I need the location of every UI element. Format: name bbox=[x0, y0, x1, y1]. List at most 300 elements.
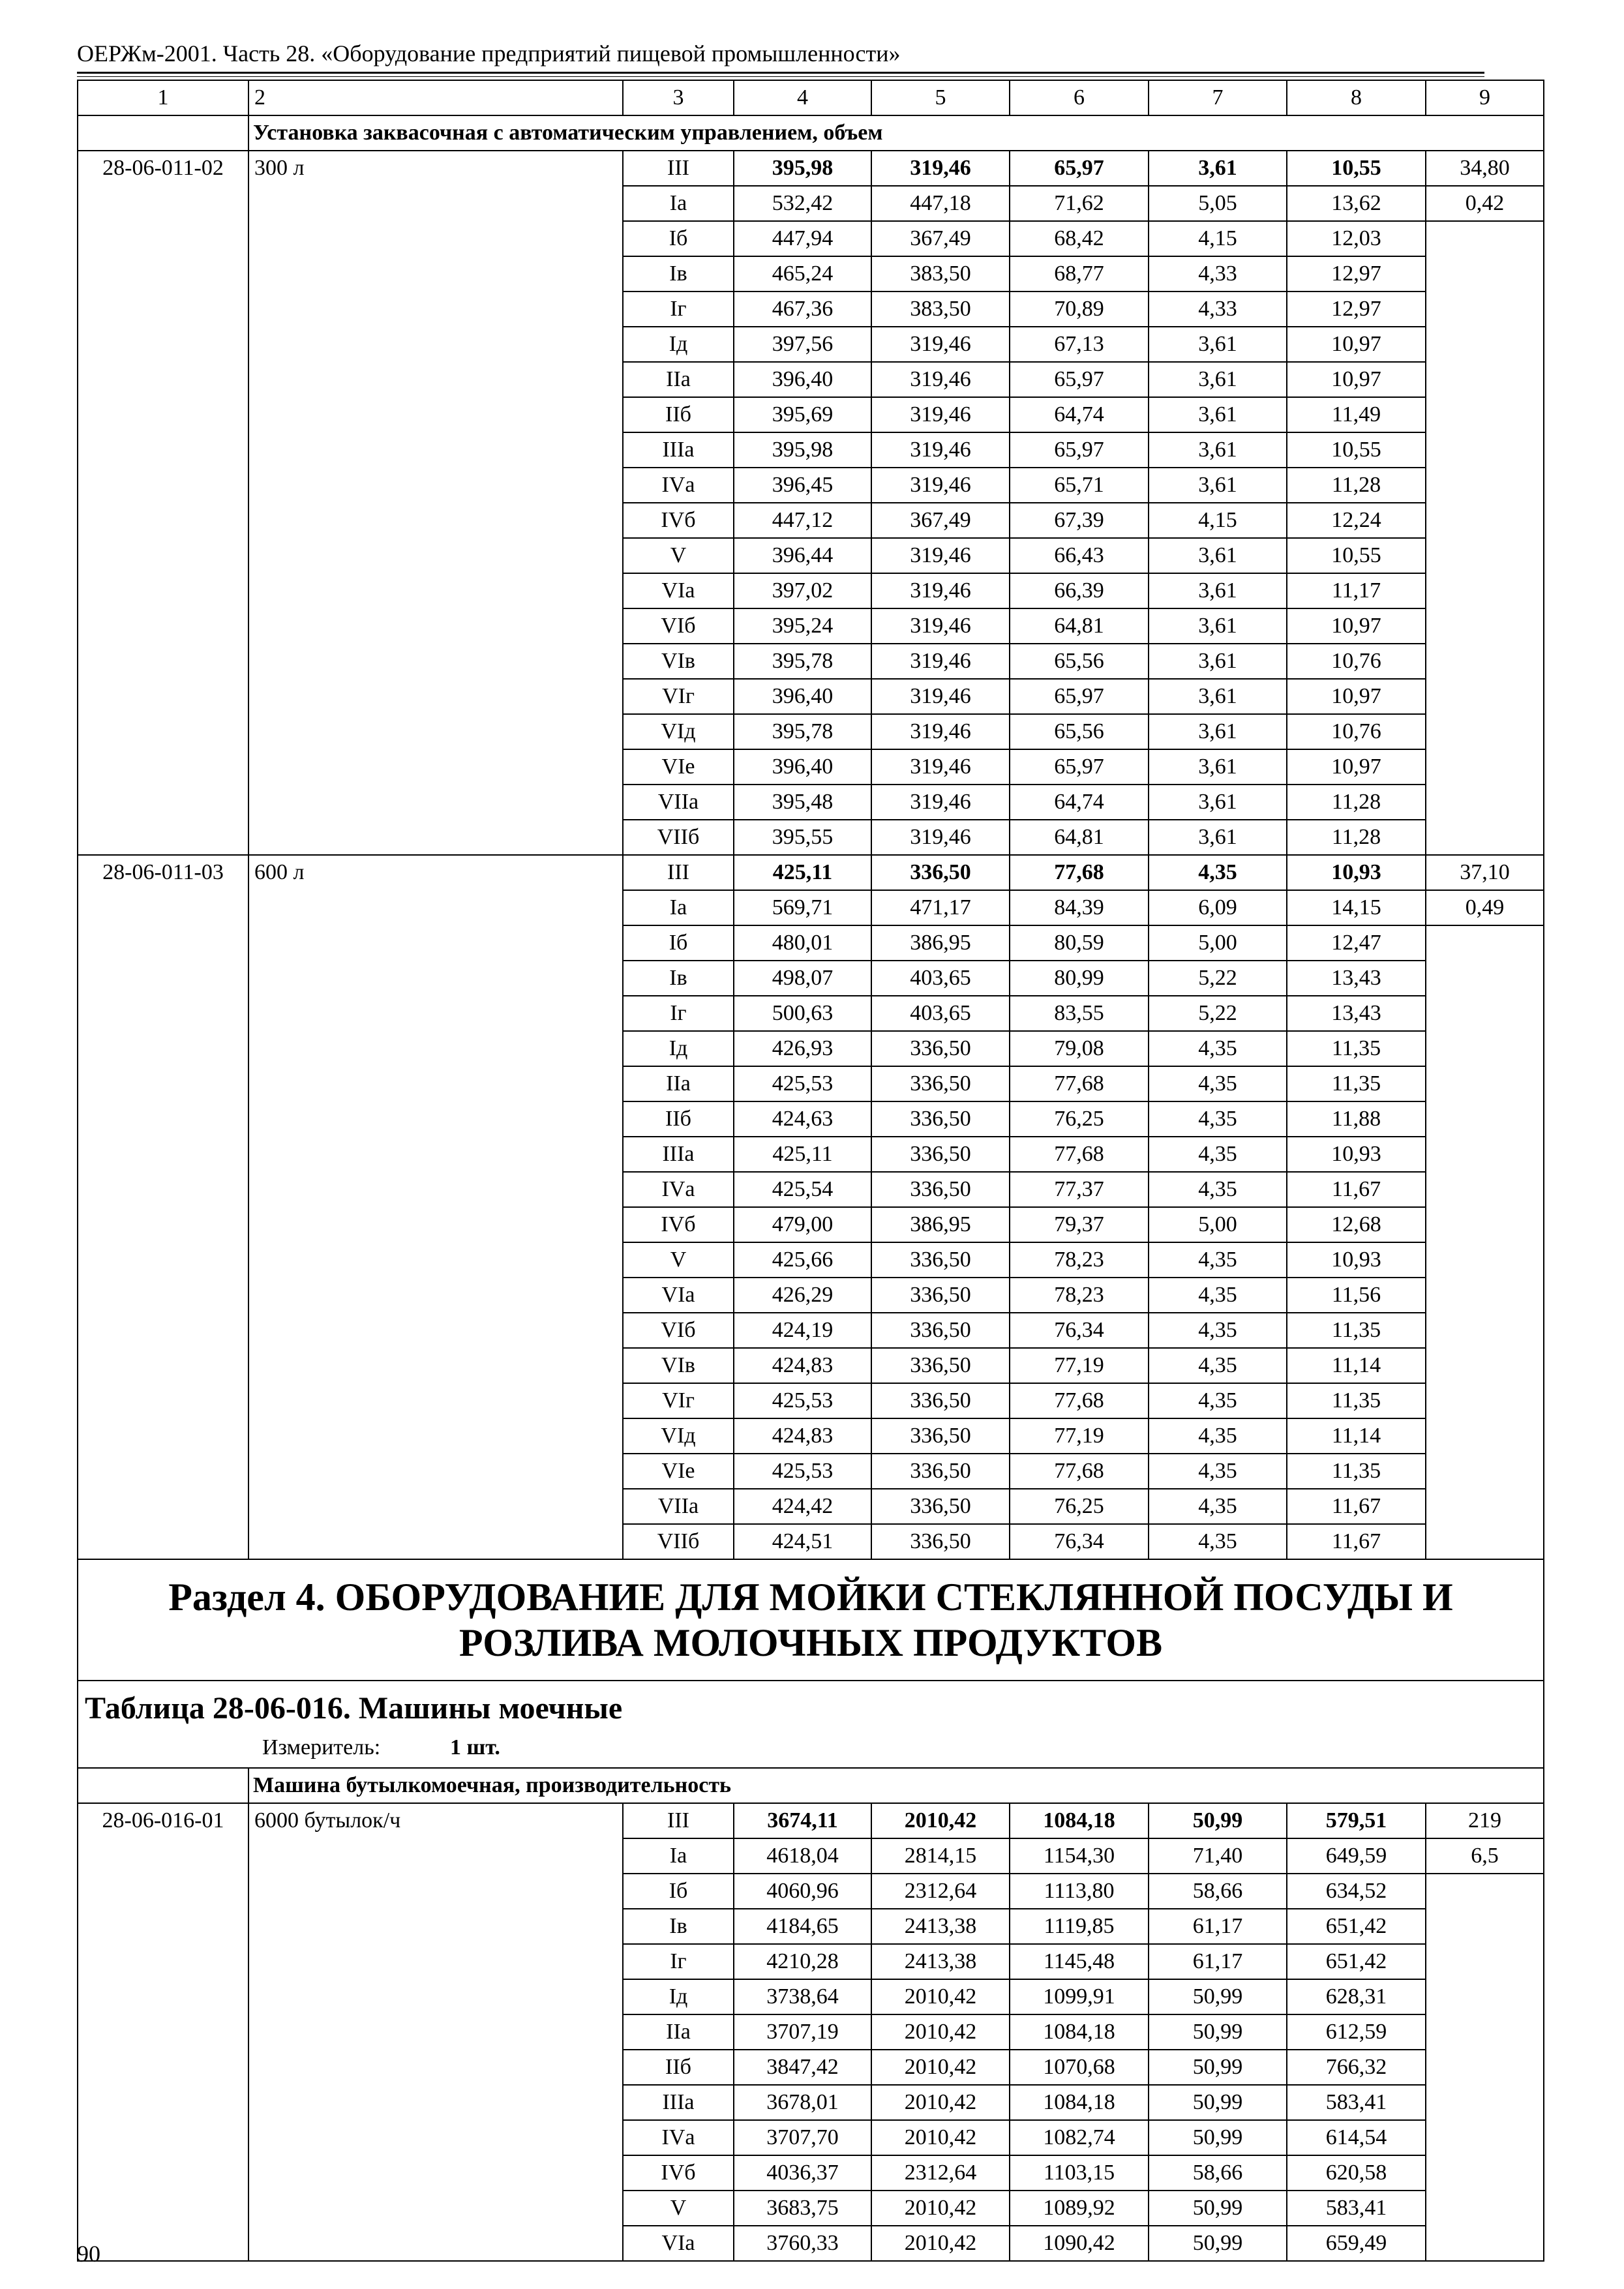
value-cell: 319,46 bbox=[871, 538, 1010, 573]
region-zone: Iв bbox=[623, 961, 734, 996]
value-cell: 425,66 bbox=[734, 1242, 871, 1278]
value-cell: 367,49 bbox=[871, 221, 1010, 256]
value-cell: 424,63 bbox=[734, 1101, 871, 1137]
value-cell: 12,97 bbox=[1287, 292, 1426, 327]
column-number: 1 bbox=[78, 80, 248, 115]
region-zone: IIIа bbox=[623, 2085, 734, 2120]
value-cell: 386,95 bbox=[871, 1207, 1010, 1242]
region-zone: III bbox=[623, 1803, 734, 1838]
value-cell: 11,56 bbox=[1287, 1278, 1426, 1313]
value-cell: 3678,01 bbox=[734, 2085, 871, 2120]
value-cell: 4,35 bbox=[1149, 1242, 1287, 1278]
value-cell: 10,55 bbox=[1287, 432, 1426, 468]
region-zone: Iа bbox=[623, 890, 734, 925]
value-cell: 2814,15 bbox=[871, 1838, 1010, 1874]
value-cell: 5,00 bbox=[1149, 925, 1287, 961]
value-cell: 336,50 bbox=[871, 1313, 1010, 1348]
value-cell: 64,74 bbox=[1010, 785, 1149, 820]
region-zone: Iг bbox=[623, 292, 734, 327]
value-cell: 4,33 bbox=[1149, 256, 1287, 292]
value-cell: 1145,48 bbox=[1010, 1944, 1149, 1979]
value-cell: 403,65 bbox=[871, 996, 1010, 1031]
value-cell: 319,46 bbox=[871, 468, 1010, 503]
value-cell: 66,43 bbox=[1010, 538, 1149, 573]
value-cell: 3,61 bbox=[1149, 608, 1287, 644]
value-cell: 395,69 bbox=[734, 397, 871, 432]
value-cell: 77,68 bbox=[1010, 1454, 1149, 1489]
region-zone: IVб bbox=[623, 503, 734, 538]
value-cell: 4,35 bbox=[1149, 1454, 1287, 1489]
value-cell: 628,31 bbox=[1287, 1979, 1426, 2014]
value-cell: 11,35 bbox=[1287, 1383, 1426, 1418]
value-cell: 50,99 bbox=[1149, 1979, 1287, 2014]
value-cell: 396,40 bbox=[734, 362, 871, 397]
value-cell: 4618,04 bbox=[734, 1838, 871, 1874]
column-number: 5 bbox=[871, 80, 1010, 115]
value-cell: 1119,85 bbox=[1010, 1909, 1149, 1944]
region-zone: VIе bbox=[623, 749, 734, 785]
value-cell: 12,47 bbox=[1287, 925, 1426, 961]
region-zone: Iа bbox=[623, 186, 734, 221]
value-cell: 532,42 bbox=[734, 186, 871, 221]
region-zone: Iв bbox=[623, 1909, 734, 1944]
region-zone: VIа bbox=[623, 2226, 734, 2261]
value-cell: 4,15 bbox=[1149, 221, 1287, 256]
value-cell: 65,71 bbox=[1010, 468, 1149, 503]
region-zone: VIIб bbox=[623, 1524, 734, 1559]
value-cell: 11,14 bbox=[1287, 1348, 1426, 1383]
region-zone: IIб bbox=[623, 397, 734, 432]
value-cell: 13,43 bbox=[1287, 961, 1426, 996]
value-cell: 1084,18 bbox=[1010, 1803, 1149, 1838]
value-cell: 10,93 bbox=[1287, 1242, 1426, 1278]
value-cell: 11,35 bbox=[1287, 1313, 1426, 1348]
region-zone: IIа bbox=[623, 362, 734, 397]
value-cell: 10,76 bbox=[1287, 644, 1426, 679]
value-cell: 583,41 bbox=[1287, 2191, 1426, 2226]
region-zone: VIIа bbox=[623, 785, 734, 820]
value-cell: 3,61 bbox=[1149, 362, 1287, 397]
value-cell: 465,24 bbox=[734, 256, 871, 292]
value-cell: 425,11 bbox=[734, 1137, 871, 1172]
value-cell: 336,50 bbox=[871, 1418, 1010, 1454]
value-cell: 4210,28 bbox=[734, 1944, 871, 1979]
value-cell: 12,68 bbox=[1287, 1207, 1426, 1242]
value-cell: 3,61 bbox=[1149, 151, 1287, 186]
value-cell: 2010,42 bbox=[871, 2226, 1010, 2261]
value-cell: 447,12 bbox=[734, 503, 871, 538]
value-cell: 10,55 bbox=[1287, 151, 1426, 186]
value-cell: 2010,42 bbox=[871, 2120, 1010, 2155]
value-cell: 480,01 bbox=[734, 925, 871, 961]
value-cell: 13,43 bbox=[1287, 996, 1426, 1031]
value-cell: 1084,18 bbox=[1010, 2014, 1149, 2050]
value-cell: 336,50 bbox=[871, 1454, 1010, 1489]
region-zone: V bbox=[623, 538, 734, 573]
value-cell: 336,50 bbox=[871, 1524, 1010, 1559]
region-zone: Iг bbox=[623, 996, 734, 1031]
value-cell: 319,46 bbox=[871, 749, 1010, 785]
value-cell: 4,35 bbox=[1149, 1137, 1287, 1172]
value-cell: 1090,42 bbox=[1010, 2226, 1149, 2261]
value-cell: 10,97 bbox=[1287, 327, 1426, 362]
value-cell: 77,68 bbox=[1010, 1137, 1149, 1172]
region-zone: VIд bbox=[623, 1418, 734, 1454]
value-cell: 4,35 bbox=[1149, 1172, 1287, 1207]
value-cell: 319,46 bbox=[871, 573, 1010, 608]
region-zone: Iд bbox=[623, 1979, 734, 2014]
value-cell: 3,61 bbox=[1149, 785, 1287, 820]
section-title: Раздел 4. ОБОРУДОВАНИЕ ДЛЯ МОЙКИ СТЕКЛЯННОЙ ПОСУДЫ И РОЗЛИВА МОЛОЧНЫХ ПРОДУКТОВ bbox=[78, 1559, 1544, 1681]
value-cell: 336,50 bbox=[871, 1242, 1010, 1278]
region-zone: V bbox=[623, 1242, 734, 1278]
value-cell: 10,93 bbox=[1287, 1137, 1426, 1172]
value-cell: 5,22 bbox=[1149, 996, 1287, 1031]
value-cell: 1099,91 bbox=[1010, 1979, 1149, 2014]
value-cell: 424,42 bbox=[734, 1489, 871, 1524]
table-title-block bbox=[78, 1681, 1544, 1768]
value-cell: 12,24 bbox=[1287, 503, 1426, 538]
value-cell: 4036,37 bbox=[734, 2155, 871, 2191]
column-number: 7 bbox=[1149, 80, 1287, 115]
value-cell: 12,03 bbox=[1287, 221, 1426, 256]
value-cell: 3707,19 bbox=[734, 2014, 871, 2050]
value-cell: 76,34 bbox=[1010, 1313, 1149, 1348]
value-cell: 395,78 bbox=[734, 644, 871, 679]
value-cell: 11,67 bbox=[1287, 1524, 1426, 1559]
region-zone: VIб bbox=[623, 608, 734, 644]
value-cell: 447,94 bbox=[734, 221, 871, 256]
value-cell: 61,17 bbox=[1149, 1909, 1287, 1944]
value-cell: 79,37 bbox=[1010, 1207, 1149, 1242]
value-cell: 1089,92 bbox=[1010, 2191, 1149, 2226]
value-cell: 336,50 bbox=[871, 1066, 1010, 1101]
value-cell: 50,99 bbox=[1149, 2085, 1287, 2120]
value-cell: 397,02 bbox=[734, 573, 871, 608]
value-cell: 426,93 bbox=[734, 1031, 871, 1066]
region-zone: Iд bbox=[623, 327, 734, 362]
value-cell: 386,95 bbox=[871, 925, 1010, 961]
value-cell: 4060,96 bbox=[734, 1874, 871, 1909]
value-cell: 367,49 bbox=[871, 503, 1010, 538]
value-cell: 395,48 bbox=[734, 785, 871, 820]
value-cell: 4,35 bbox=[1149, 1066, 1287, 1101]
region-zone: Iб bbox=[623, 1874, 734, 1909]
region-zone: VIе bbox=[623, 1454, 734, 1489]
value-cell: 79,08 bbox=[1010, 1031, 1149, 1066]
value-cell: 3,61 bbox=[1149, 432, 1287, 468]
value-cell: 68,42 bbox=[1010, 221, 1149, 256]
value-cell: 64,81 bbox=[1010, 820, 1149, 855]
value-cell: 77,19 bbox=[1010, 1348, 1149, 1383]
value-cell: 569,71 bbox=[734, 890, 871, 925]
value-cell: 319,46 bbox=[871, 644, 1010, 679]
value-cell: 319,46 bbox=[871, 679, 1010, 714]
value-cell: 2312,64 bbox=[871, 2155, 1010, 2191]
value-cell: 3674,11 bbox=[734, 1803, 871, 1838]
measure-label: Измеритель: bbox=[262, 1735, 381, 1759]
value-cell: 4,35 bbox=[1149, 1313, 1287, 1348]
value-cell: 80,99 bbox=[1010, 961, 1149, 996]
col9-value: 219 bbox=[1426, 1803, 1544, 1838]
value-cell: 50,99 bbox=[1149, 2226, 1287, 2261]
measure-line bbox=[85, 1735, 1537, 1761]
value-cell: 500,63 bbox=[734, 996, 871, 1031]
value-cell: 4,35 bbox=[1149, 1031, 1287, 1066]
region-zone: VIв bbox=[623, 1348, 734, 1383]
value-cell: 65,56 bbox=[1010, 714, 1149, 749]
region-zone: Iв bbox=[623, 256, 734, 292]
region-zone: VIа bbox=[623, 1278, 734, 1313]
value-cell: 68,77 bbox=[1010, 256, 1149, 292]
table-title-row bbox=[78, 1681, 1544, 1768]
region-zone: IIб bbox=[623, 1101, 734, 1137]
value-cell: 11,49 bbox=[1287, 397, 1426, 432]
value-cell: 612,59 bbox=[1287, 2014, 1426, 2050]
value-cell: 336,50 bbox=[871, 1278, 1010, 1313]
value-cell: 336,50 bbox=[871, 1137, 1010, 1172]
page-number: 90 bbox=[77, 2241, 100, 2267]
value-cell: 66,39 bbox=[1010, 573, 1149, 608]
value-cell: 78,23 bbox=[1010, 1242, 1149, 1278]
value-cell: 67,13 bbox=[1010, 327, 1149, 362]
value-cell: 65,97 bbox=[1010, 679, 1149, 714]
value-cell: 65,97 bbox=[1010, 749, 1149, 785]
value-cell: 620,58 bbox=[1287, 2155, 1426, 2191]
value-cell: 65,56 bbox=[1010, 644, 1149, 679]
value-cell: 2010,42 bbox=[871, 2014, 1010, 2050]
value-cell: 58,66 bbox=[1149, 2155, 1287, 2191]
value-cell: 4,35 bbox=[1149, 1278, 1287, 1313]
region-zone: IVб bbox=[623, 1207, 734, 1242]
value-cell: 3760,33 bbox=[734, 2226, 871, 2261]
value-cell: 425,53 bbox=[734, 1454, 871, 1489]
region-zone: IVб bbox=[623, 2155, 734, 2191]
value-cell: 651,42 bbox=[1287, 1944, 1426, 1979]
value-cell: 77,68 bbox=[1010, 1066, 1149, 1101]
value-cell: 383,50 bbox=[871, 292, 1010, 327]
value-cell: 467,36 bbox=[734, 292, 871, 327]
value-cell: 3847,42 bbox=[734, 2050, 871, 2085]
value-cell: 84,39 bbox=[1010, 890, 1149, 925]
column-number: 6 bbox=[1010, 80, 1149, 115]
value-cell: 424,83 bbox=[734, 1418, 871, 1454]
value-cell: 11,67 bbox=[1287, 1172, 1426, 1207]
value-cell: 4,35 bbox=[1149, 855, 1287, 890]
value-cell: 425,53 bbox=[734, 1066, 871, 1101]
region-zone: IVа bbox=[623, 2120, 734, 2155]
value-cell: 12,97 bbox=[1287, 256, 1426, 292]
value-cell: 10,93 bbox=[1287, 855, 1426, 890]
region-zone: III bbox=[623, 855, 734, 890]
value-cell: 336,50 bbox=[871, 1489, 1010, 1524]
value-cell: 78,23 bbox=[1010, 1278, 1149, 1313]
value-cell: 1070,68 bbox=[1010, 2050, 1149, 2085]
value-cell: 425,11 bbox=[734, 855, 871, 890]
value-cell: 11,67 bbox=[1287, 1489, 1426, 1524]
value-cell: 50,99 bbox=[1149, 1803, 1287, 1838]
value-cell: 11,28 bbox=[1287, 820, 1426, 855]
group-title: Установка заквасочная с автоматическим управлением, объем bbox=[248, 115, 1544, 151]
value-cell: 1084,18 bbox=[1010, 2085, 1149, 2120]
value-cell: 336,50 bbox=[871, 855, 1010, 890]
value-cell: 77,68 bbox=[1010, 855, 1149, 890]
region-zone: Iд bbox=[623, 1031, 734, 1066]
column-number: 4 bbox=[734, 80, 871, 115]
table-row bbox=[78, 151, 1544, 186]
region-zone: IIа bbox=[623, 1066, 734, 1101]
region-zone: IIIа bbox=[623, 1137, 734, 1172]
value-cell: 2010,42 bbox=[871, 2085, 1010, 2120]
value-cell: 3,61 bbox=[1149, 573, 1287, 608]
rate-code: 28-06-016-01 bbox=[78, 1803, 248, 2261]
value-cell: 3,61 bbox=[1149, 397, 1287, 432]
value-cell: 3,61 bbox=[1149, 679, 1287, 714]
value-cell: 10,97 bbox=[1287, 362, 1426, 397]
value-cell: 11,35 bbox=[1287, 1031, 1426, 1066]
value-cell: 2312,64 bbox=[871, 1874, 1010, 1909]
table-row bbox=[78, 855, 1544, 890]
region-zone: VIв bbox=[623, 644, 734, 679]
value-cell: 10,97 bbox=[1287, 679, 1426, 714]
value-cell: 447,18 bbox=[871, 186, 1010, 221]
value-cell: 766,32 bbox=[1287, 2050, 1426, 2085]
value-cell: 2010,42 bbox=[871, 2191, 1010, 2226]
region-zone: IIIа bbox=[623, 432, 734, 468]
value-cell: 4,15 bbox=[1149, 503, 1287, 538]
empty-cell bbox=[1426, 925, 1544, 1559]
region-zone: IVа bbox=[623, 1172, 734, 1207]
region-zone: VIIб bbox=[623, 820, 734, 855]
col9-value: 0,49 bbox=[1426, 890, 1544, 925]
value-cell: 614,54 bbox=[1287, 2120, 1426, 2155]
region-zone: Iг bbox=[623, 1944, 734, 1979]
value-cell: 3,61 bbox=[1149, 644, 1287, 679]
value-cell: 5,00 bbox=[1149, 1207, 1287, 1242]
value-cell: 395,55 bbox=[734, 820, 871, 855]
region-zone: VIIа bbox=[623, 1489, 734, 1524]
value-cell: 65,97 bbox=[1010, 362, 1149, 397]
value-cell: 65,97 bbox=[1010, 151, 1149, 186]
value-cell: 649,59 bbox=[1287, 1838, 1426, 1874]
region-zone: VIг bbox=[623, 679, 734, 714]
region-zone: IVа bbox=[623, 468, 734, 503]
value-cell: 2010,42 bbox=[871, 2050, 1010, 2085]
value-cell: 77,37 bbox=[1010, 1172, 1149, 1207]
value-cell: 395,78 bbox=[734, 714, 871, 749]
value-cell: 13,62 bbox=[1287, 186, 1426, 221]
col9-value: 34,80 bbox=[1426, 151, 1544, 186]
value-cell: 319,46 bbox=[871, 714, 1010, 749]
header-rule bbox=[77, 72, 1484, 74]
col9-value: 37,10 bbox=[1426, 855, 1544, 890]
value-cell: 336,50 bbox=[871, 1031, 1010, 1066]
value-cell: 3,61 bbox=[1149, 538, 1287, 573]
value-cell: 80,59 bbox=[1010, 925, 1149, 961]
value-cell: 64,81 bbox=[1010, 608, 1149, 644]
value-cell: 58,66 bbox=[1149, 1874, 1287, 1909]
value-cell: 11,28 bbox=[1287, 468, 1426, 503]
value-cell: 4184,65 bbox=[734, 1909, 871, 1944]
value-cell: 396,44 bbox=[734, 538, 871, 573]
value-cell: 2413,38 bbox=[871, 1944, 1010, 1979]
value-cell: 471,17 bbox=[871, 890, 1010, 925]
empty-cell bbox=[1426, 221, 1544, 855]
value-cell: 583,41 bbox=[1287, 2085, 1426, 2120]
value-cell: 396,45 bbox=[734, 468, 871, 503]
value-cell: 319,46 bbox=[871, 432, 1010, 468]
item-name: 300 л bbox=[248, 151, 623, 855]
item-name: 600 л bbox=[248, 855, 623, 1559]
value-cell: 77,68 bbox=[1010, 1383, 1149, 1418]
region-zone: VIд bbox=[623, 714, 734, 749]
value-cell: 11,35 bbox=[1287, 1066, 1426, 1101]
value-cell: 10,55 bbox=[1287, 538, 1426, 573]
region-zone: IIб bbox=[623, 2050, 734, 2085]
value-cell: 424,83 bbox=[734, 1348, 871, 1383]
value-cell: 61,17 bbox=[1149, 1944, 1287, 1979]
value-cell: 424,51 bbox=[734, 1524, 871, 1559]
value-cell: 319,46 bbox=[871, 608, 1010, 644]
empty-cell bbox=[78, 1768, 248, 1803]
value-cell: 1154,30 bbox=[1010, 1838, 1149, 1874]
value-cell: 579,51 bbox=[1287, 1803, 1426, 1838]
value-cell: 64,74 bbox=[1010, 397, 1149, 432]
value-cell: 395,24 bbox=[734, 608, 871, 644]
region-zone: IIа bbox=[623, 2014, 734, 2050]
value-cell: 396,40 bbox=[734, 679, 871, 714]
value-cell: 10,97 bbox=[1287, 749, 1426, 785]
table-title: Таблица 28-06-016. Машины моечные bbox=[85, 1691, 623, 1726]
value-cell: 3,61 bbox=[1149, 714, 1287, 749]
rates-table bbox=[77, 80, 1544, 2262]
table-row bbox=[78, 1803, 1544, 1838]
group-title-row bbox=[78, 115, 1544, 151]
value-cell: 396,40 bbox=[734, 749, 871, 785]
value-cell: 11,88 bbox=[1287, 1101, 1426, 1137]
value-cell: 395,98 bbox=[734, 432, 871, 468]
value-cell: 70,89 bbox=[1010, 292, 1149, 327]
value-cell: 11,28 bbox=[1287, 785, 1426, 820]
value-cell: 71,62 bbox=[1010, 186, 1149, 221]
value-cell: 336,50 bbox=[871, 1348, 1010, 1383]
value-cell: 403,65 bbox=[871, 961, 1010, 996]
value-cell: 4,35 bbox=[1149, 1524, 1287, 1559]
section-title-row bbox=[78, 1559, 1544, 1681]
empty-cell bbox=[1426, 1874, 1544, 2261]
value-cell: 3,61 bbox=[1149, 749, 1287, 785]
value-cell: 1113,80 bbox=[1010, 1874, 1149, 1909]
value-cell: 4,33 bbox=[1149, 292, 1287, 327]
value-cell: 319,46 bbox=[871, 362, 1010, 397]
value-cell: 336,50 bbox=[871, 1101, 1010, 1137]
column-number-row bbox=[78, 80, 1544, 115]
value-cell: 651,42 bbox=[1287, 1909, 1426, 1944]
value-cell: 424,19 bbox=[734, 1313, 871, 1348]
value-cell: 425,53 bbox=[734, 1383, 871, 1418]
value-cell: 395,98 bbox=[734, 151, 871, 186]
value-cell: 11,17 bbox=[1287, 573, 1426, 608]
region-zone: V bbox=[623, 2191, 734, 2226]
col9-value: 0,42 bbox=[1426, 186, 1544, 221]
value-cell: 3,61 bbox=[1149, 327, 1287, 362]
value-cell: 425,54 bbox=[734, 1172, 871, 1207]
item-name: 6000 бутылок/ч bbox=[248, 1803, 623, 2261]
value-cell: 1082,74 bbox=[1010, 2120, 1149, 2155]
value-cell: 77,19 bbox=[1010, 1418, 1149, 1454]
value-cell: 319,46 bbox=[871, 397, 1010, 432]
value-cell: 4,35 bbox=[1149, 1348, 1287, 1383]
